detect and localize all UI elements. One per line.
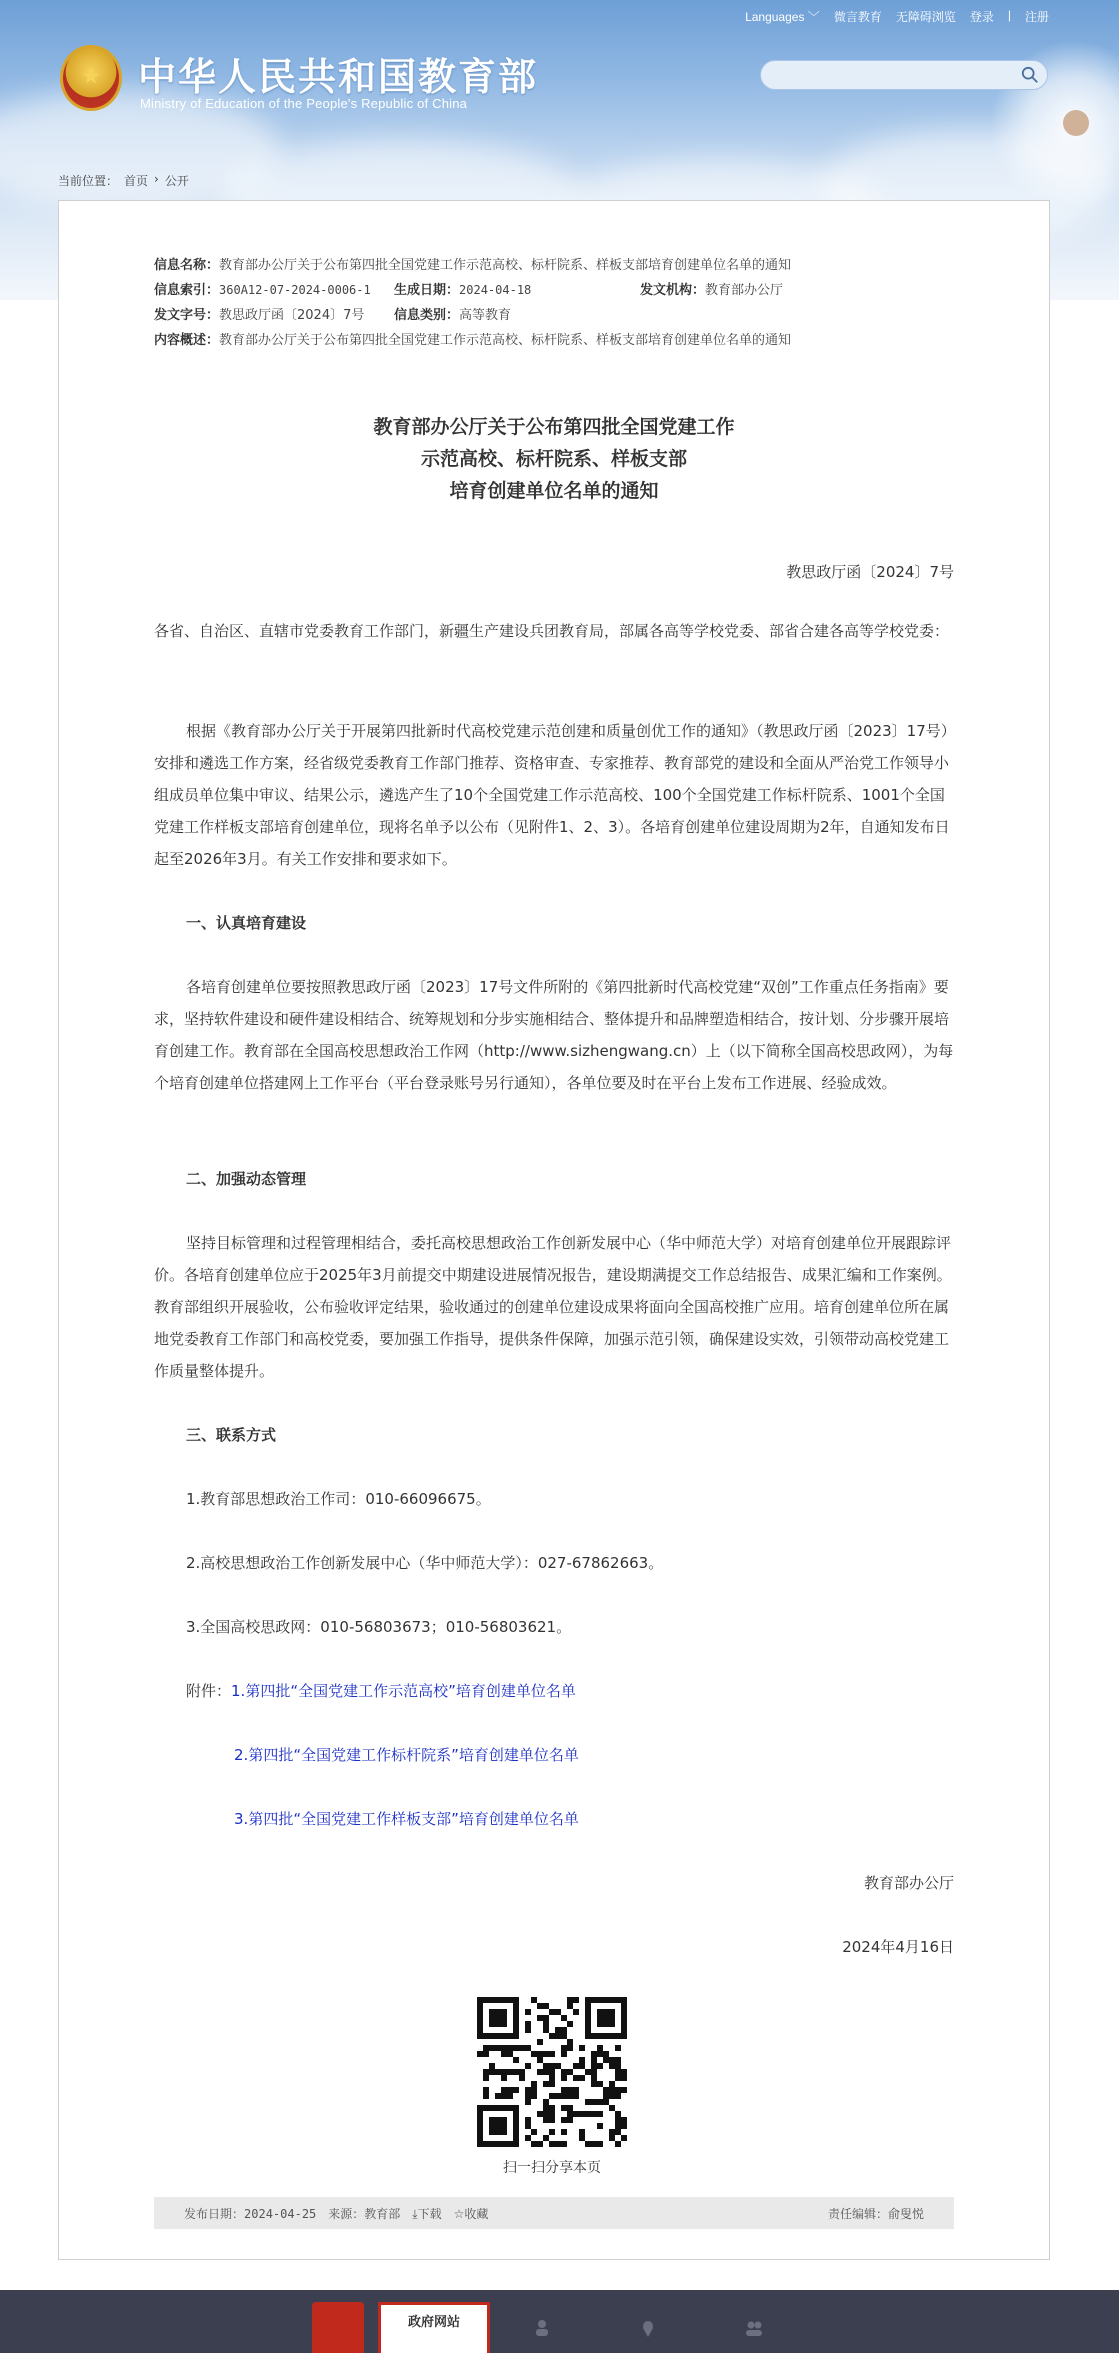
attachment-link-2[interactable]: 第四批“全国党建工作标杆院系”培育创建单位名单 xyxy=(248,1746,579,1764)
breadcrumb-home[interactable]: 首页 xyxy=(124,174,149,188)
breadcrumb-label: 当前位置： xyxy=(58,174,119,188)
party-emblem-icon[interactable] xyxy=(312,2302,364,2353)
attachment-link-3[interactable]: 第四批“全国党建工作样板支部”培育创建单位名单 xyxy=(248,1810,579,1828)
section-heading: 二、加强动态管理 xyxy=(186,1170,307,1188)
person-icon[interactable] xyxy=(532,2318,552,2338)
body-paragraph: 根据《教育部办公厅关于开展第四批新时代高校党建示范创建和质量创优工作的通知》（教思政厅函〔2023〕17号）安排和遴选工作方案，经省级党委教育工作部门推荐、资格审查、专家推荐、教育部党的建设和全面从严治党工作领导小组成员单位集中审议、结果公示，遴选产生了10个全国党建工作示范高校、100个全国党建工作标杆院系、1001个全国党建工作样板支部培育创建单位，现将名单予以公布（见附件1、2、3）。各培育创建单位建设周期为2年，自通知发布日起至2026年3月。有关工作安排和要求如下。 xyxy=(154,722,950,868)
gov-site-badge[interactable] xyxy=(378,2302,490,2353)
separator: | xyxy=(1007,8,1011,22)
info-label: 信息索引： xyxy=(154,283,220,298)
info-value: 教育部办公厅关于公布第四批全国党建工作示范高校、标杆院系、样板支部培育创建单位名单的通知 xyxy=(219,333,792,348)
search-icon[interactable] xyxy=(1021,66,1039,84)
info-value: 教思政厅函〔2024〕7号 xyxy=(219,308,365,323)
qr-caption: 扫一扫分享本页 xyxy=(503,2160,601,2176)
info-row xyxy=(154,253,954,278)
download-icon: ⤓ xyxy=(412,2206,418,2221)
qr-code-icon xyxy=(477,1997,627,2147)
info-label: 发文机构： xyxy=(640,283,706,298)
chevron-right-icon: › xyxy=(154,172,159,186)
attachment-line xyxy=(154,1675,954,1707)
signer: 教育部办公厅 xyxy=(863,1874,954,1892)
publish-date: 发布日期：2024-04-25 xyxy=(184,2206,317,2221)
info-label: 信息名称： xyxy=(154,258,220,273)
source: 来源：教育部 xyxy=(328,2206,401,2221)
star-icon: ★ xyxy=(81,64,101,90)
section-heading: 三、联系方式 xyxy=(186,1426,277,1444)
info-value: 教育部办公厅关于公布第四批全国党建工作示范高校、标杆院系、样板支部培育创建单位名单的通知 xyxy=(219,258,792,273)
attachment-label: 附件： xyxy=(186,1682,232,1700)
article-container xyxy=(58,200,1050,2260)
search-input[interactable] xyxy=(761,61,1011,89)
body-paragraph: 各培育创建单位要按照教思政厅函〔2023〕17号文件所附的《第四批新时代高校党建“双创”工作重点任务指南》要求，坚持软件建设和硬件建设相结合、统筹规划和分步实施相结合、整体提升和品牌塑造相结合，按计划、分步骤开展培育创建工作。教育部在全国高校思想政治工作网（http://www.sizhengwang.cn）上（以下简称全国高校思政网），为每个培育创建单位搭建网上工作平台（平台登录账号另行通知），各单位要及时在平台上发布工作进展、经验成效。 xyxy=(154,978,954,1092)
attachment-number: 3. xyxy=(234,1810,249,1828)
info-label: 发文字号： xyxy=(154,308,220,323)
title-line: 示范高校、标杆院系、样板支部 xyxy=(420,448,687,470)
site-subtitle: Ministry of Education of the People's Republic of China xyxy=(140,96,468,111)
chevron-down-icon: ﹀ xyxy=(807,10,820,24)
star-icon: ☆ xyxy=(453,2206,465,2221)
breadcrumb-current[interactable]: 公开 xyxy=(164,174,189,188)
accessible-link[interactable]: 无障碍浏览 xyxy=(895,10,956,24)
national-emblem-icon xyxy=(60,45,122,111)
salutation: 各省、自治区、直辖市党委教育工作部门，新疆生产建设兵团教育局，部属各高等学校党委、部省合建各高等学校党委： xyxy=(154,622,950,640)
attachment-line xyxy=(154,1739,954,1771)
info-label: 信息类别： xyxy=(394,308,460,323)
info-table xyxy=(154,253,954,353)
qr-share xyxy=(477,1997,627,2177)
sign-date: 2024年4月16日 xyxy=(842,1938,954,1956)
info-row xyxy=(154,278,954,303)
attachment-link-1[interactable]: 第四批“全国党建工作示范高校”培育创建单位名单 xyxy=(245,1682,576,1700)
info-label: 生成日期： xyxy=(394,283,460,298)
languages-link[interactable]: Languages ﹀ xyxy=(745,10,820,24)
info-label: 内容概述： xyxy=(154,333,220,348)
weibo-link[interactable]: 微言教育 xyxy=(833,10,882,24)
attachment-line xyxy=(154,1803,954,1835)
favorite-button[interactable]: ☆收藏 xyxy=(453,2206,489,2221)
article-footer-bar xyxy=(154,2197,954,2229)
info-row xyxy=(154,303,954,328)
document-title xyxy=(154,411,954,507)
top-nav xyxy=(745,8,1049,25)
register-link[interactable]: 注册 xyxy=(1024,10,1049,24)
attachment-number: 1. xyxy=(231,1682,246,1700)
dandelion-decoration xyxy=(1063,110,1089,136)
contact-line: 3.全国高校思政网：010-56803673；010-56803621。 xyxy=(186,1618,572,1636)
download-button[interactable]: ⤓下载 xyxy=(412,2206,442,2221)
breadcrumb xyxy=(58,172,189,189)
users-icon[interactable] xyxy=(744,2318,764,2338)
info-value: 2024-04-18 xyxy=(459,283,532,297)
site-title[interactable]: 中华人民共和国教育部 xyxy=(138,55,539,99)
info-value: 高等教育 xyxy=(459,308,512,323)
body-paragraph: 坚持目标管理和过程管理相结合，委托高校思想政治工作创新发展中心（华中师范大学）对培育创建单位开展跟踪评价。各培育创建单位应于2025年3月前提交中期建设进展情况报告，建设期满提交工作总结报告、成果汇编和工作案例。教育部组织开展验收，公布验收评定结果，验收通过的创建单位建设成果将面向全国高校推广应用。培育创建单位所在属地党委教育工作部门和高校党委，要加强工作指导，提供条件保障，加强示范引领，确保建设实效，引领带动高校党建工作质量整体提升。 xyxy=(154,1234,952,1380)
login-link[interactable]: 登录 xyxy=(969,10,994,24)
contact-line: 2.高校思想政治工作创新发展中心（华中师范大学）：027-67862663。 xyxy=(186,1554,664,1572)
section-heading: 一、认真培育建设 xyxy=(186,914,307,932)
title-line: 培育创建单位名单的通知 xyxy=(449,480,659,502)
info-row xyxy=(154,328,954,353)
attachment-number: 2. xyxy=(234,1746,249,1764)
gov-site-label: 政府网站 xyxy=(407,2315,460,2330)
location-icon[interactable] xyxy=(638,2318,658,2338)
editor: 责任编辑：俞叟悦 xyxy=(827,2206,924,2221)
document-number: 教思政厅函〔2024〕7号 xyxy=(786,563,954,581)
info-value: 360A12-07-2024-0006-1 xyxy=(219,283,371,297)
site-footer xyxy=(0,2290,1119,2353)
search-box xyxy=(760,60,1048,90)
contact-line: 1.教育部思想政治工作司：010-66096675。 xyxy=(186,1490,491,1508)
info-value: 教育部办公厅 xyxy=(705,283,784,298)
title-line: 教育部办公厅关于公布第四批全国党建工作 xyxy=(373,416,735,438)
